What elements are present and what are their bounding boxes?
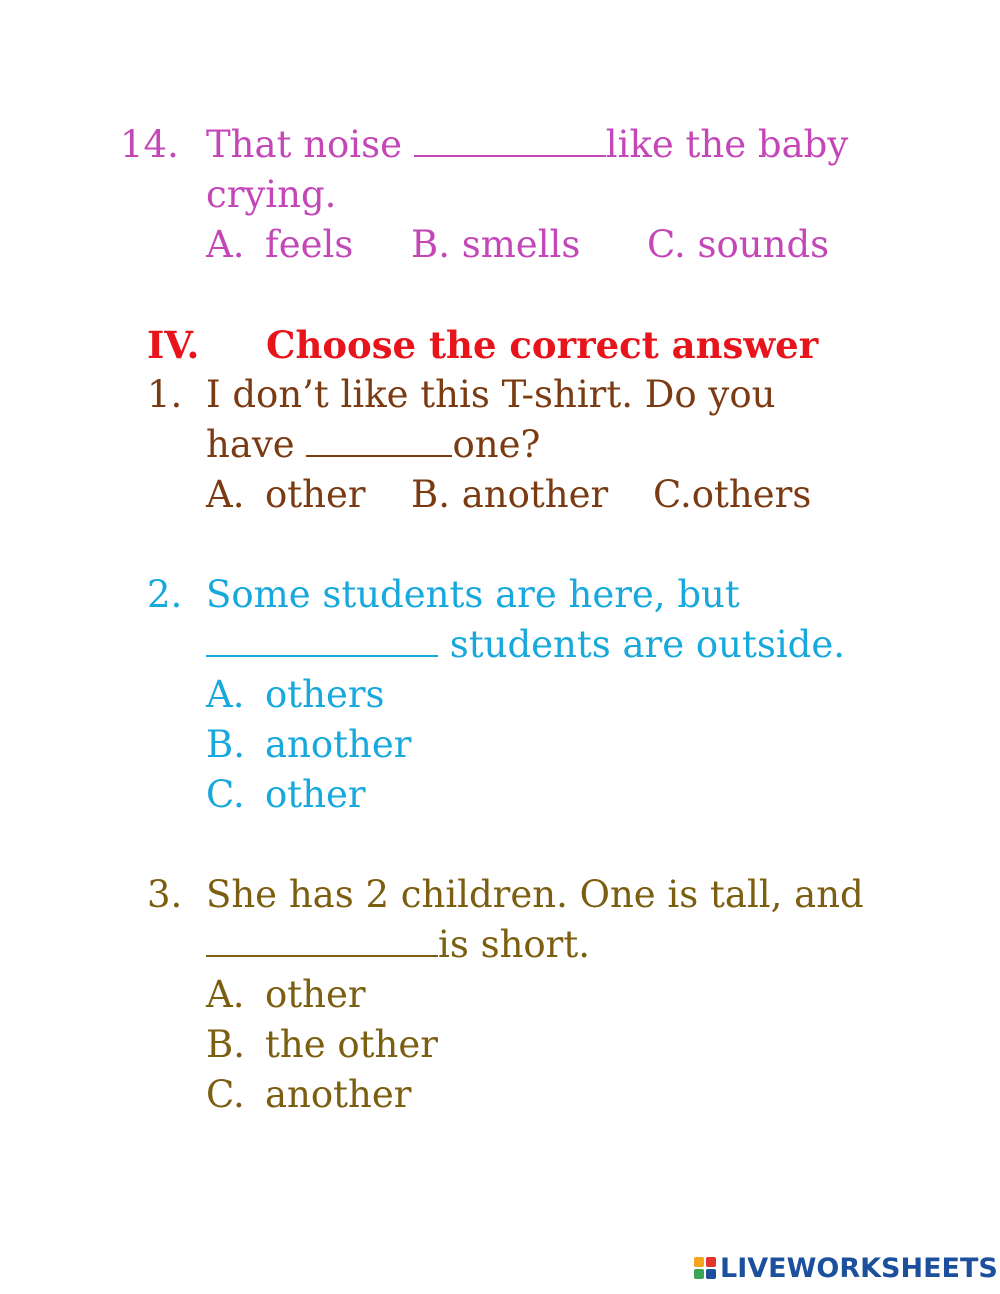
q3-line2 (206, 920, 590, 970)
q1-option-c-letter: C. (653, 473, 692, 516)
q1-line1: I don’t like this T-shirt. Do you (206, 373, 776, 416)
q1-option-a-text[interactable]: other (265, 473, 366, 516)
q3-number: 3. (147, 873, 183, 916)
q1-option-c-text: others (691, 473, 812, 516)
q14-options (206, 220, 906, 270)
logo-square-1 (694, 1257, 704, 1267)
q2-option-a-letter[interactable]: A. (206, 673, 245, 716)
q1-option-b-text: another (461, 473, 609, 516)
q3-option-c-letter[interactable]: C. (206, 1073, 245, 1116)
q14-option-c[interactable] (647, 220, 829, 270)
q14-text-before: That noise (206, 123, 403, 166)
logo-text: LIVEWORKSHEETS (720, 1252, 998, 1284)
q14-line2: crying. (206, 173, 337, 216)
logo-square-3 (694, 1269, 704, 1279)
q2-option-c-letter[interactable]: C. (206, 773, 245, 816)
q14-line1 (206, 120, 848, 170)
q3-option-a-letter[interactable]: A. (206, 973, 245, 1016)
q14-number: 14. (120, 123, 179, 166)
q2-option-c-text[interactable]: other (265, 773, 366, 816)
q2-blank[interactable] (206, 625, 438, 657)
q14-option-a-letter[interactable]: A. (206, 223, 245, 266)
q2-option-b-letter[interactable]: B. (206, 723, 245, 766)
q3-line1: She has 2 children. One is tall, and (206, 873, 864, 916)
q3-option-a-text[interactable]: other (265, 973, 366, 1016)
q3-option-b-letter[interactable]: B. (206, 1023, 245, 1066)
q14-option-b[interactable] (411, 220, 580, 270)
q3-blank[interactable] (206, 925, 438, 957)
q1-option-c[interactable] (653, 470, 811, 520)
q2-line1: Some students are here, but (206, 573, 740, 616)
q14-option-c-letter: C. (647, 223, 686, 266)
q2-text-after: students are outside. (449, 623, 846, 666)
section-numeral: IV. (147, 323, 200, 367)
q14-option-b-text: smells (461, 223, 581, 266)
q3-option-b-text[interactable]: the other (265, 1023, 438, 1066)
q1-option-b-letter: B. (411, 473, 450, 516)
q14-blank[interactable] (414, 125, 606, 157)
liveworksheets-logo (694, 1252, 998, 1284)
q14-option-a-text[interactable]: feels (265, 223, 354, 266)
q14-option-c-text: sounds (697, 223, 830, 266)
q14-option-b-letter: B. (411, 223, 450, 266)
q1-text-before: have (206, 423, 295, 466)
q1-text-after: one? (452, 423, 541, 466)
q2-option-b-text[interactable]: another (265, 723, 412, 766)
q1-blank[interactable] (306, 425, 452, 457)
logo-mark-icon (694, 1257, 716, 1279)
q2-line2 (206, 620, 845, 670)
q1-options (206, 470, 906, 520)
q14-text-after: like the baby (605, 123, 849, 166)
q1-number: 1. (147, 373, 183, 416)
q1-option-a-letter[interactable]: A. (206, 473, 245, 516)
logo-square-2 (706, 1257, 716, 1267)
logo-square-4 (706, 1269, 716, 1279)
q2-number: 2. (147, 573, 183, 616)
section-title: Choose the correct answer (266, 323, 819, 367)
q3-option-c-text[interactable]: another (265, 1073, 412, 1116)
q1-option-b[interactable] (411, 470, 608, 520)
q2-option-a-text[interactable]: others (265, 673, 385, 716)
q1-line2 (206, 420, 540, 470)
q3-text-after: is short. (438, 923, 590, 966)
